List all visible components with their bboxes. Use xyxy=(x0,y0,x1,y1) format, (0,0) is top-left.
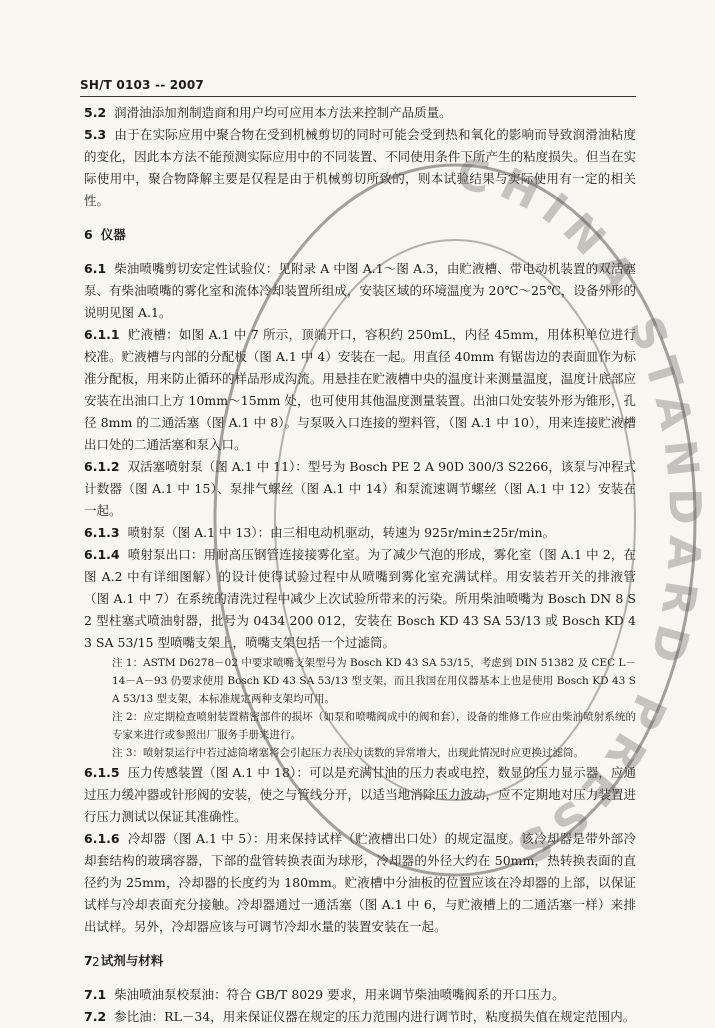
note-1: 注 1：ASTM D6278－02 中要求喷嘴支架型号为 Bosch KD 43 SA 53/15，考虑到 DIN 51382 及 CEC L－14－A－93 仍要求使用 Bosch KD 43 SA 53/13 型支架，而且我国在用仪器基本上也是使用 Bosch KD 43 SA 53/13 型支架，本标准规定两种支架均可用。 xyxy=(112,657,636,705)
section-heading-7 xyxy=(84,950,636,972)
para-text: 润滑油添加剂制造商和用户均可应用本方法来控制产品质量。 xyxy=(114,105,452,120)
note-3: 注 3：喷射泵运行中若过滤筒堵塞将会引起压力表压力读数的异常增大，出现此情况时应更换过滤筒。 xyxy=(112,747,585,759)
para-text: 柴油喷嘴剪切安定性试验仪：见附录 A 中图 A.1～图 A.3，由贮液槽、带电动机装置的双活塞泵、有柴油喷嘴的雾化室和流体冷却装置所组成，安装区域的环境温度为 20℃～25℃，设备外形的说明见图 A.1。 xyxy=(84,261,636,320)
section-heading-6 xyxy=(84,224,636,246)
para-7-2 xyxy=(84,1006,636,1028)
para-text: 参比油：RL－34，用来保证仪器在规定的压力范围内进行调节时，粘度损失值在规定范围内。 xyxy=(114,1009,636,1024)
para-6-1-1 xyxy=(84,324,636,456)
para-number: 6.1.3 xyxy=(84,525,120,540)
section-number: 7 xyxy=(84,953,93,968)
para-number: 7.1 xyxy=(84,987,107,1002)
para-text: 贮液槽：如图 A.1 中 7 所示，顶端开口，容积约 250mL，内径 45mm，用体积单位进行校准。贮液槽与内部的分配板（图 A.1 中 4）安装在一起。用直径 40mm 有锯齿边的表面皿作为标准分配板，用来防止循环的样品形成沟流。用悬挂在贮液槽中央的温度计来测量温度，温度计底部应安装在出油口上方 10mm～15mm 处，也可使用其他温度测量装置。出油口处安装外形为锥形，孔径 8mm 的二通活塞（图 A.1 中 8）。与泵吸入口连接的塑料管，（图 A.1 中 10），用来连接贮液槽出口处的二通活塞和泵入口。 xyxy=(84,327,636,452)
para-7-1 xyxy=(84,984,636,1006)
para-text: 双活塞喷射泵（图 A.1 中 11）：型号为 Bosch PE 2 A 90D 300/3 S2266，该泵与冲程式计数器（图 A.1 中 15）、泵排气螺丝（图 A.1 中 14）和泵流速调节螺丝（图 A.1 中 12）安装在一起。 xyxy=(84,459,636,518)
para-number: 5.2 xyxy=(84,105,107,120)
para-number: 7.2 xyxy=(84,1009,107,1024)
para-6-1-5 xyxy=(84,762,636,828)
para-number: 6.1.2 xyxy=(84,459,120,474)
para-text: 喷射泵（图 A.1 中 13）：由三相电动机驱动，转速为 925r/min±25r/min。 xyxy=(127,525,556,540)
note-2: 注 2：应定期检查喷射装置精密部件的损坏（如泵和喷嘴阀成中的阀和套），设备的维修工作应由柴油喷射系统的专家来进行或参照出厂服务手册来进行。 xyxy=(112,711,636,741)
para-6-1-2 xyxy=(84,456,636,522)
page-number: 2 xyxy=(92,955,100,969)
para-6-1-4 xyxy=(84,544,636,654)
para-6-1 xyxy=(84,258,636,324)
para-number: 6.1.4 xyxy=(84,547,120,562)
para-5-2 xyxy=(84,102,636,124)
para-6-1-3 xyxy=(84,522,636,544)
para-text: 柴油喷油泵校泵油：符合 GB/T 8029 要求，用来调节柴油喷嘴阀系的开口压力。 xyxy=(114,987,565,1002)
stamp-text: CHINA STANDARD PRESS xyxy=(453,148,710,878)
para-number: 6.1 xyxy=(84,261,107,276)
para-6-1-6 xyxy=(84,828,636,938)
para-text: 压力传感装置（图 A.1 中 18）：可以是充满甘油的压力表或电控，数显的压力显示器，应通过压力缓冲器或针形阀的安装，使之与管线分开，以适当地消除压力波动，应不定期地对压力装置进行压力测试以保证其准确性。 xyxy=(84,765,636,824)
para-text: 喷射泵出口：用耐高压钢管连接接雾化室。为了减少气泡的形成，雾化室（图 A.1 中 2，在图 A.2 中有详细图解）的设计使得试验过程中从喷嘴到雾化室充满试样。用安装若开关的排液管（图 A.1 中 7）在系统的清洗过程中减少上次试验所带来的污染。所用柴油喷嘴为 Bosch DN 8 S 2 型柱塞式喷油射器，批号为 0434 200 012，安装在 Bosch KD 43 SA 53/13 或 Bosch KD 43 SA 53/15 型喷嘴支架上，喷嘴支架包括一个过滤筒。 xyxy=(84,547,636,650)
para-number: 6.1.5 xyxy=(84,765,120,780)
section-title: 仪器 xyxy=(100,227,126,242)
document-body xyxy=(84,102,636,1028)
section-number: 6 xyxy=(84,227,93,242)
para-number: 6.1.1 xyxy=(84,327,120,342)
standard-code: SH/T 0103 -- 2007 xyxy=(80,78,204,92)
para-text: 由于在实际应用中聚合物在受到机械剪切的同时可能会受到热和氧化的影响而导致润滑油粘度的变化，因此本方法不能预测实际应用中的不同装置、不同使用条件下所产生的粘度损失。但当在实际使用中，聚合物降解主要是仅程是由于机械剪切所致的，则本试验结果与实际使用有一定的相关性。 xyxy=(84,127,636,208)
para-number: 6.1.6 xyxy=(84,831,120,846)
para-text: 冷却器（图 A.1 中 5）：用来保持试样（贮液槽出口处）的规定温度。该冷却器是带外部冷却套结构的玻璃容器，下部的盘管转换表面为球形，冷却器的外径大约在 50mm，热转换表面的直径约为 25mm，冷却器的长度约为 180mm。贮液槽中分油板的位置应该在冷却器的上部，以保证试样与冷却表面充分接触。冷却器通过一通活塞（图 A.1 中 6，与贮液槽上的二通活塞一样）来排出试样。另外，冷却器应该与可调节冷却水量的装置安装在一起。 xyxy=(84,831,636,934)
para-5-3 xyxy=(84,124,636,212)
section-title: 试剂与材料 xyxy=(100,953,164,968)
header-rule xyxy=(80,96,636,97)
para-number: 5.3 xyxy=(84,127,107,142)
